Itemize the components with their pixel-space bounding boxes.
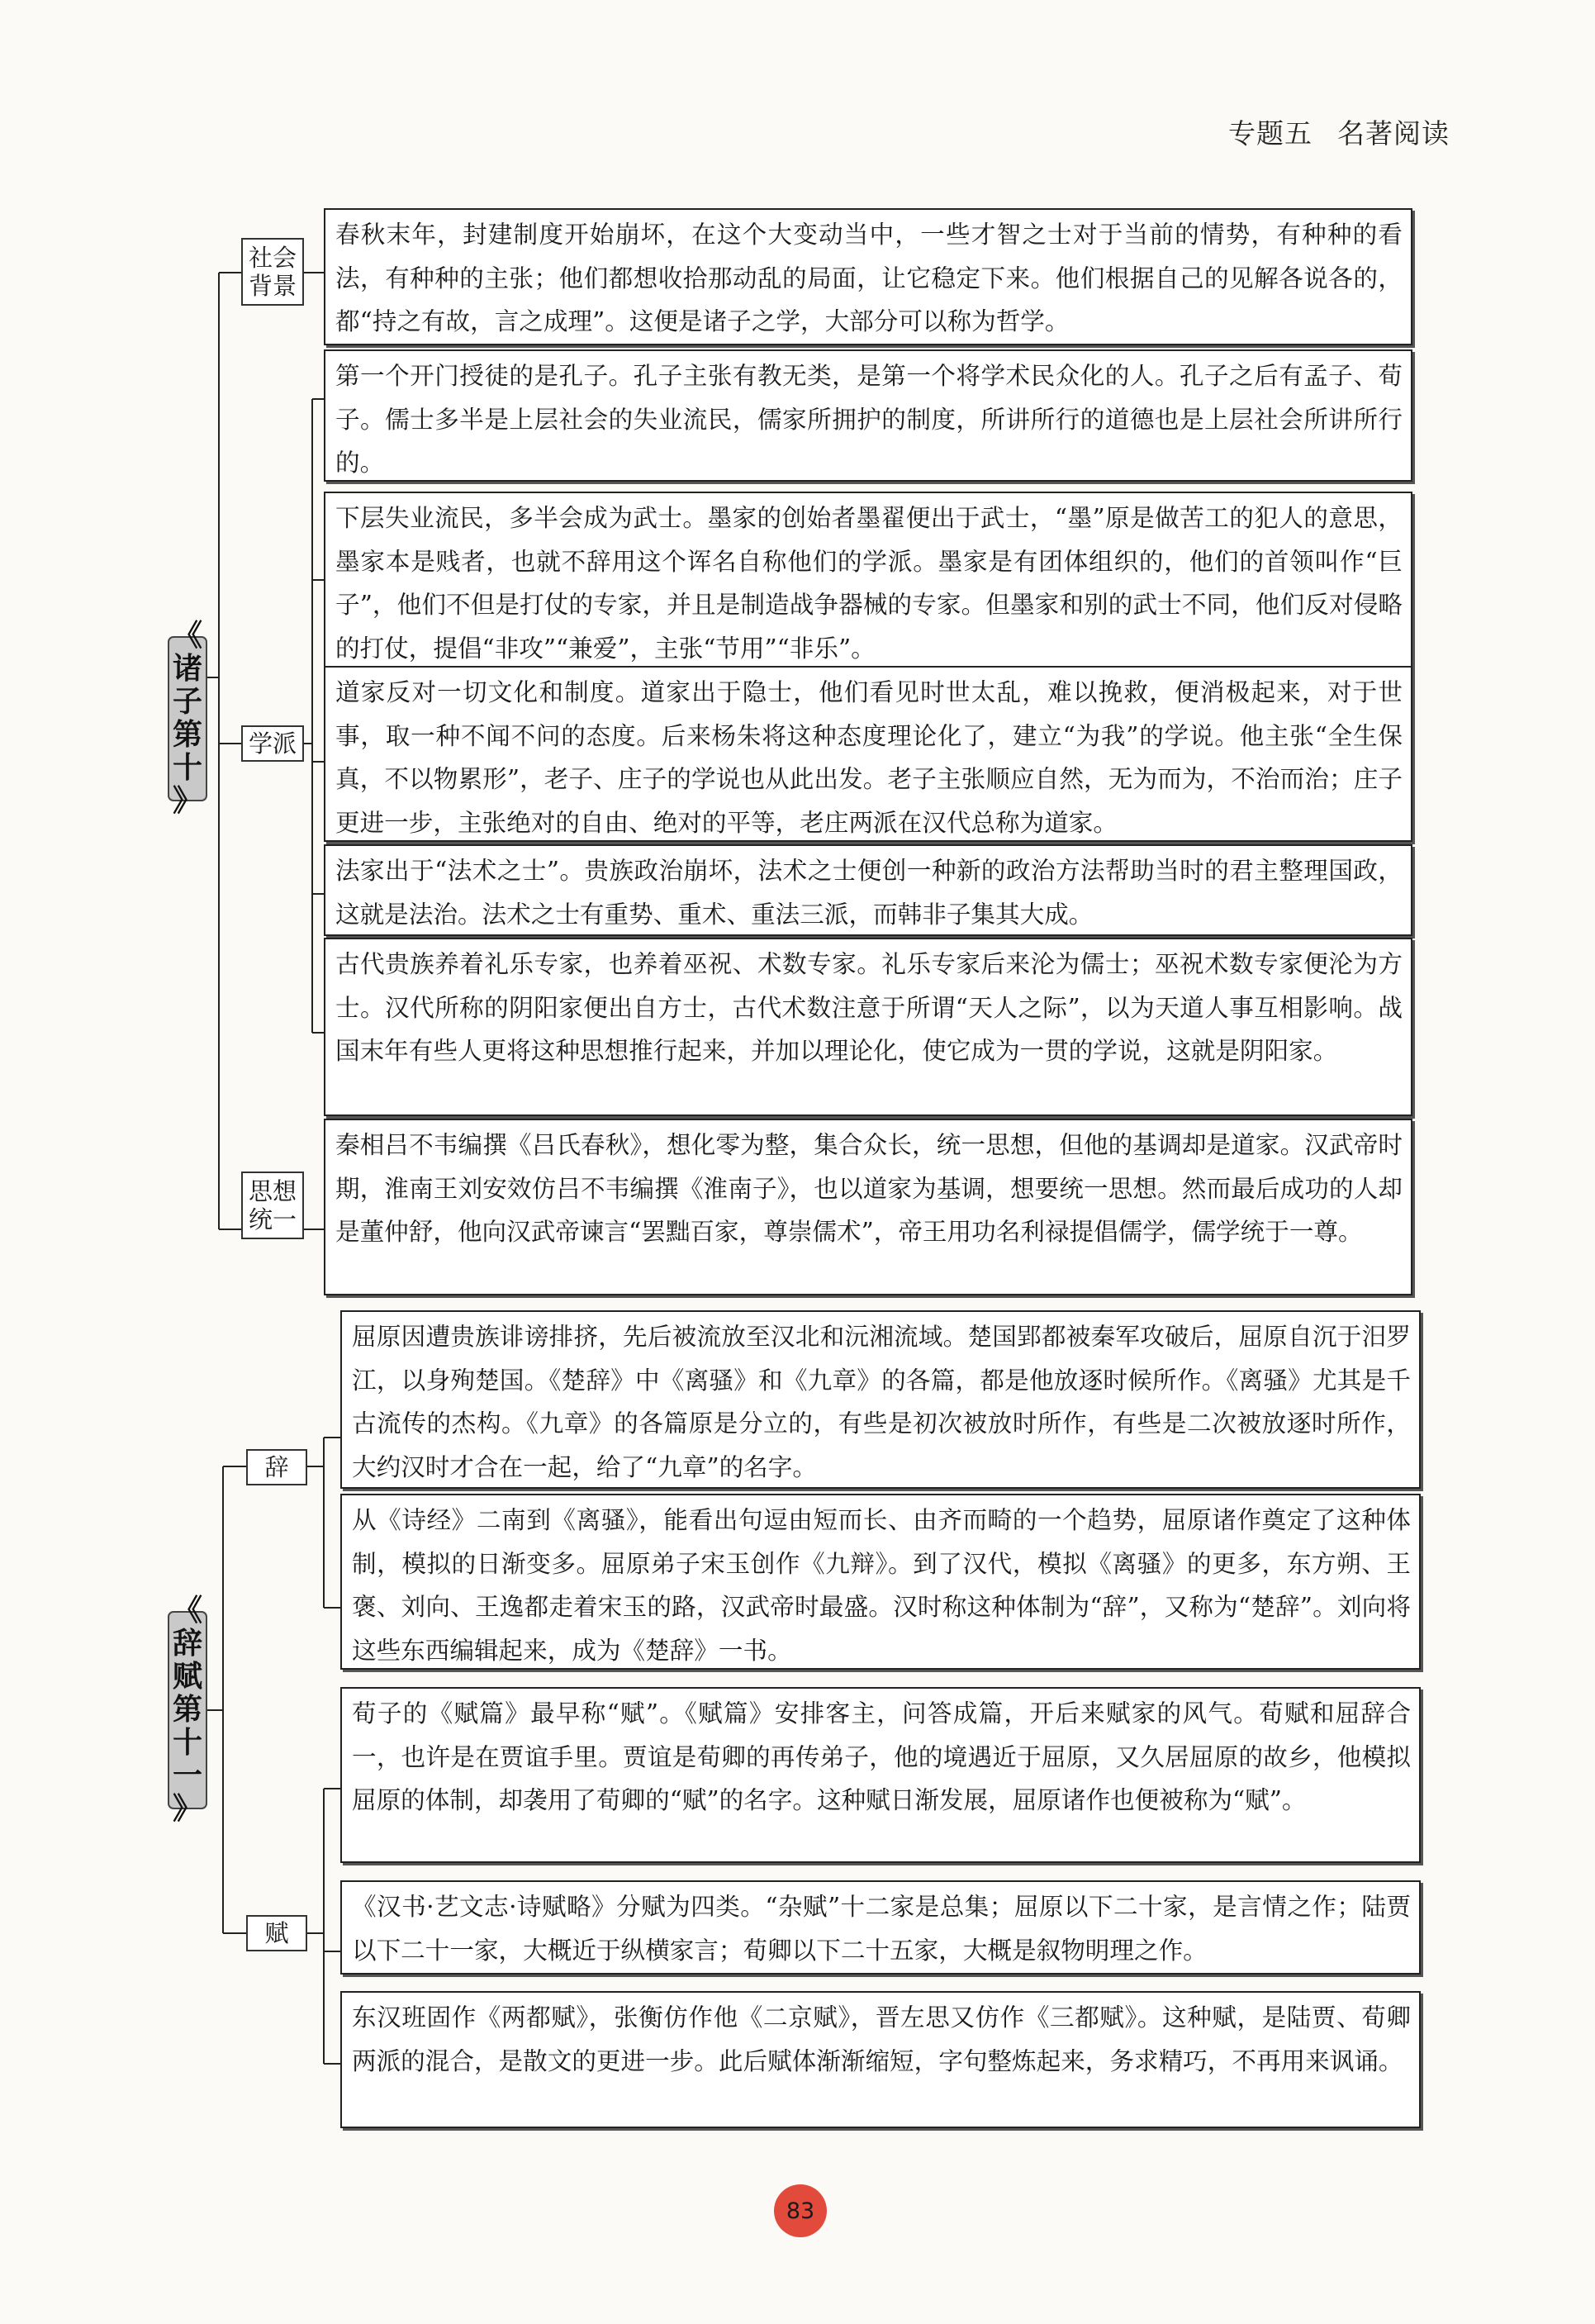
page-number: 83 <box>774 2184 827 2237</box>
content-box-thought-unification: 秦相吕不韦编撰《吕氏春秋》，想化零为整，集合众长，统一思想，但他的基调却是道家。汉武帝时期，淮南王刘安效仿吕不韦编撰《淮南子》，也以道家为基调，想要统一思想。然而最后成功的人却是董仲舒，他向汉武帝谏言“罢黜百家，尊崇儒术”，帝王用功名利禄提倡儒学，儒学统于一尊。 <box>324 1119 1412 1295</box>
label-thought-unification: 思想统一 <box>241 1172 304 1239</box>
content-box-mohism: 下层失业流民，多半会成为武士。墨家的创始者墨翟便出于武士，“墨”原是做苦工的犯人的意思，墨家本是贱者，也就不辞用这个诨名自称他们的学派。墨家是有团体组织的，他们的首领叫作“巨子”，他们不但是打仗的专家，并且是制造战争器械的专家。但墨家和别的武士不同，他们反对侵略的打仗，提倡“非攻”“兼爱”，主张“节用”“非乐”。 <box>324 492 1412 668</box>
content-box-taoism: 道家反对一切文化和制度。道家出于隐士，他们看见时世太乱，难以挽救，便消极起来，对于世事，取一种不闻不问的态度。后来杨朱将这种态度理论化了，建立“为我”的学说。他主张“全生保真，不以物累形”，老子、庄子的学说也从此出发。老子主张顺应自然，无为而为，不治而治；庄子更进一步，主张绝对的自由、绝对的平等，老庄两派在汉代总称为道家。 <box>324 666 1412 842</box>
content-box-legalism: 法家出于“法术之士”。贵族政治崩坏，法术之士便创一种新的政治方法帮助当时的君主整理国政，这就是法治。法术之士有重势、重术、重法三派，而韩非子集其大成。 <box>324 844 1412 936</box>
content-box-confucianism: 第一个开门授徒的是孔子。孔子主张有教无类，是第一个将学术民众化的人。孔子之后有孟子、荀子。儒士多半是上层社会的失业流民，儒家所拥护的制度，所讲所行的道德也是上层社会所讲所行的。 <box>324 349 1412 482</box>
header-topic: 专题五 <box>1228 117 1313 150</box>
label-schools: 学派 <box>241 725 304 762</box>
content-box-hanshu-fu: 《汉书·艺文志·诗赋略》分赋为四类。“杂赋”十二家是总集；屈原以下二十家，是言情之作；陆贾以下二十一家，大概近于纵横家言；荀卿以下二十五家，大概是叙物明理之作。 <box>340 1880 1421 1975</box>
section1-title: 《 诸 子 第 十 》 <box>168 636 207 801</box>
content-box-qu-yuan: 屈原因遭贵族诽谤排挤，先后被流放至汉北和沅湘流域。楚国郢都被秦军攻破后，屈原自沉于汨罗江，以身殉楚国。《楚辞》中《离骚》和《九章》的各篇，都是他放逐时候所作。《离骚》尤其是千古流传的杰构。《九章》的各篇原是分立的，有些是初次被放时所作，有些是二次被放逐时所作，大约汉时才合在一起，给了“九章”的名字。 <box>340 1310 1421 1489</box>
label-fu: 赋 <box>246 1915 307 1951</box>
label-ci: 辞 <box>246 1449 307 1485</box>
section2-title: 《 辞 赋 第 十 一 》 <box>168 1611 207 1809</box>
label-social-background: 社会背景 <box>241 238 304 306</box>
content-box-xunzi-fu: 荀子的《赋篇》最早称“赋”。《赋篇》安排客主，问答成篇，开后来赋家的风气。荀赋和屈辞合一，也许是在贾谊手里。贾谊是荀卿的再传弟子，他的境遇近于屈原，又久居屈原的故乡，他模拟屈原的体制，却袭用了荀卿的“赋”的名字。这种赋日渐发展，屈原诸作也便被称为“赋”。 <box>340 1687 1421 1863</box>
header-title: 名著阅读 <box>1337 117 1450 150</box>
content-box-yinyang: 古代贵族养着礼乐专家，也养着巫祝、术数专家。礼乐专家后来沦为儒士；巫祝术数专家便沦为方士。汉代所称的阴阳家便出自方士，古代术数注意于所谓“天人之际”，以为天道人事互相影响。战国末年有些人更将这种思想推行起来，并加以理论化，使它成为一贯的学说，这就是阴阳家。 <box>324 938 1412 1116</box>
content-box-eastern-han-fu: 东汉班固作《两都赋》，张衡仿作他《二京赋》，晋左思又仿作《三都赋》。这种赋，是陆贾、荀卿两派的混合，是散文的更进一步。此后赋体渐渐缩短，字句整炼起来，务求精巧，不再用来讽诵。 <box>340 1991 1421 2128</box>
content-box-social-background: 春秋末年，封建制度开始崩坏，在这个大变动当中，一些才智之士对于当前的情势，有种种的看法，有种种的主张；他们都想收拾那动乱的局面，让它稳定下来。他们根据自己的见解各说各的，都“持之有故，言之成理”。这便是诸子之学，大部分可以称为哲学。 <box>324 208 1412 345</box>
content-box-chuci: 从《诗经》二南到《离骚》，能看出句逗由短而长、由齐而畸的一个趋势，屈原诸作奠定了这种体制，模拟的日渐变多。屈原弟子宋玉创作《九辩》。到了汉代，模拟《离骚》的更多，东方朔、王褒、刘向、王逸都走着宋玉的路，汉武帝时最盛。汉时称这种体制为“辞”，又称为“楚辞”。刘向将这些东西编辑起来，成为《楚辞》一书。 <box>340 1494 1421 1670</box>
